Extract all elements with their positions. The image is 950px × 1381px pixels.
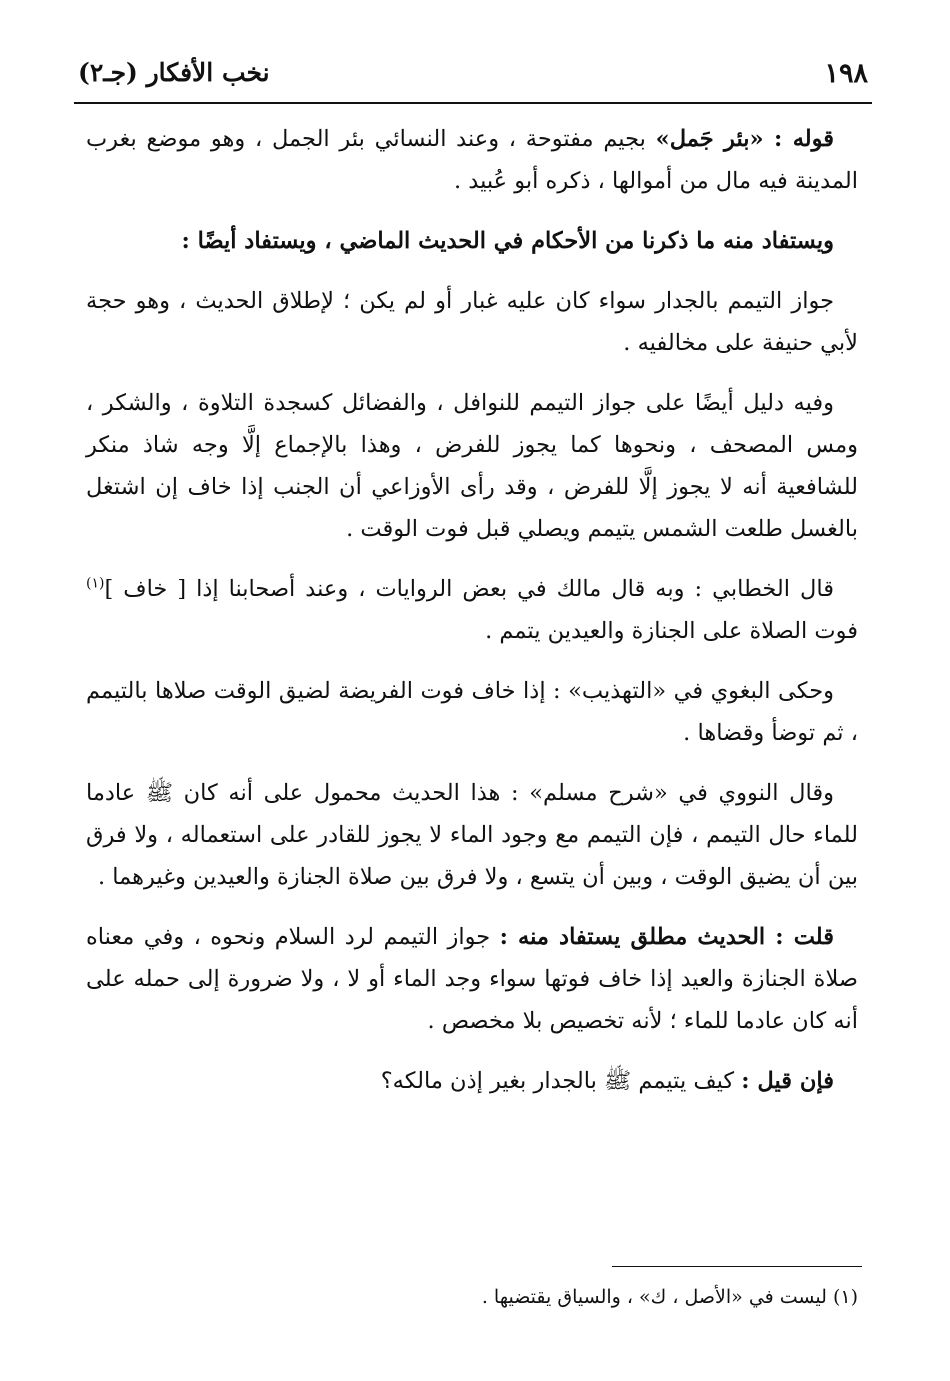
paragraph-lead: قوله : «بئر جَمل» [655, 126, 835, 152]
paragraph-4 [86, 382, 858, 550]
paragraph-text: ويستفاد منه ما ذكرنا من الأحكام في الحديث الماضي ، ويستفاد أيضًا : [181, 228, 834, 254]
paragraph-2-heading [86, 220, 858, 262]
page-number: ١٩٨ [824, 58, 868, 89]
paragraph-text: جواز التيمم بالجدار سواء كان عليه غبار أو لم يكن ؛ لإطلاق الحديث ، وهو حجة لأبي حنيفة على مخالفيه . [86, 288, 858, 356]
paragraph-3 [86, 280, 858, 364]
footnote: (١) ليست في «الأصل ، ك» ، والسياق يقتضيها . [481, 1286, 858, 1308]
footnote-marker: (١) [86, 575, 105, 592]
page-header [74, 56, 872, 104]
main-text [86, 118, 858, 1120]
paragraph-text: بجيم مفتوحة ، وعند النسائي بئر الجمل ، وهو موضع بغرب المدينة فيه مال من أموالها ، ذكره أبو عُبيد . [86, 126, 858, 194]
paragraph-6 [86, 670, 858, 754]
paragraph-text: جواز التيمم لرد السلام ونحوه ، وفي معناه صلاة الجنازة والعيد إذا خاف فوتها سواء وجد الماء أو لا ، ولا ضرورة إلى حمله على أنه كان عادما للماء ؛ لأنه تخصيص بلا مخصص . [86, 924, 858, 1034]
paragraph-lead: فإن قيل : [741, 1068, 834, 1094]
paragraph-9 [86, 1060, 858, 1102]
footnote-divider [612, 1266, 862, 1267]
paragraph-lead: قلت : الحديث مطلق يستفاد منه : [499, 924, 834, 950]
paragraph-text: وفيه دليل أيضًا على جواز التيمم للنوافل ، والفضائل كسجدة التلاوة ، والشكر ، ومس المصحف ، ونحوها كما يجوز للفرض ، وهذا بالإجماع إلَّا وجه شاذ منكر للشافعية أنه لا يجوز إلَّا للفرض ، وقد رأى الأوزاعي أن الجنب إذا خاف إن اشتغل بالغسل طلعت الشمس يتيمم ويصلي قبل فوت الوقت . [86, 390, 858, 542]
paragraph-text: وحكى البغوي في «التهذيب» : إذا خاف فوت الفريضة لضيق الوقت صلاها بالتيمم ، ثم توضأ وقضاها . [86, 678, 858, 746]
paragraph-text: كيف يتيمم ﷺ بالجدار بغير إذن مالكه؟ [380, 1068, 742, 1094]
paragraph-5 [86, 568, 858, 652]
running-title: نخب الأفكار (جـ٢) [78, 58, 270, 87]
paragraph-text-continued: فوت الصلاة على الجنازة والعيدين يتمم . [485, 618, 858, 644]
paragraph-8 [86, 916, 858, 1042]
paragraph-text: وقال النووي في «شرح مسلم» : هذا الحديث محمول على أنه كان ﷺ عادما للماء حال التيمم ، فإن التيمم مع وجود الماء لا يجوز للقادر على استعماله ، ولا فرق بين أن يضيق الوقت ، وبين أن يتسع ، ولا فرق بين صلاة الجنازة والعيدين وغيرهما . [86, 780, 858, 890]
paragraph-text: قال الخطابي : وبه قال مالك في بعض الروايات ، وعند أصحابنا إذا [ خاف ] [104, 576, 834, 602]
paragraph-7 [86, 772, 858, 898]
paragraph-1 [86, 118, 858, 202]
